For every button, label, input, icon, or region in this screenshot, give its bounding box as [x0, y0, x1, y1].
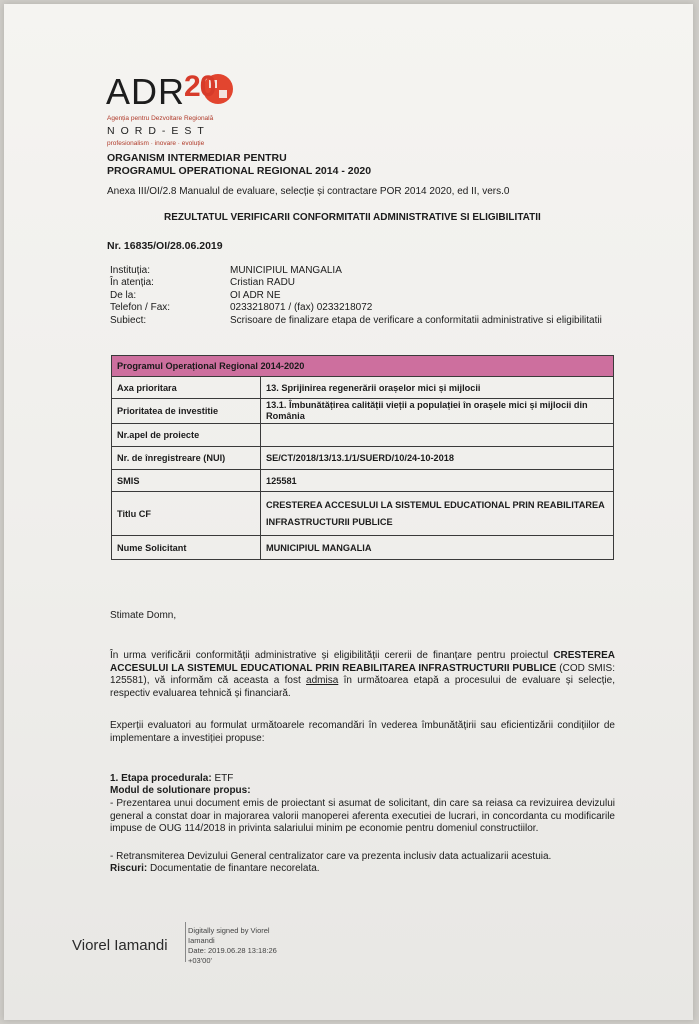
riscuri-line — [110, 863, 320, 876]
atentia-label: În atenția: — [110, 277, 154, 288]
table-row — [112, 377, 614, 399]
table-cell-label: Nr.apel de proiecte — [112, 424, 261, 447]
signature-divider — [185, 922, 186, 962]
logo-region: NORD-EST — [107, 125, 210, 137]
table-cell-value: 13. Sprijinirea regenerării orașelor mici și mijlocii — [261, 377, 614, 399]
document-title: REZULTATUL VERIFICARII CONFORMITATII ADMINISTRATIVE SI ELIGIBILITATII — [164, 212, 541, 223]
table-row — [112, 536, 614, 560]
table-cell-label: Axa prioritara — [112, 377, 261, 399]
table-cell-label: SMIS — [112, 470, 261, 492]
table-header-row — [112, 356, 614, 377]
paragraph-1 — [110, 650, 615, 700]
document-number: Nr. 16835/OI/28.06.2019 — [107, 240, 223, 252]
table-row — [112, 399, 614, 424]
digital-signature-info — [188, 926, 277, 966]
etapa-value: ETF — [211, 773, 234, 784]
signer-name: Viorel Iamandi — [72, 937, 168, 954]
table-row — [112, 424, 614, 447]
project-title: CRESTEREA ACCESULUI LA SISTEMUL EDUCATIONAL PRIN REABILITAREA INFRASTRUCTURII PUBLICE — [110, 650, 615, 674]
signature-line-1: Digitally signed by Viorel — [188, 926, 270, 935]
signature-line-2: Iamandi — [188, 936, 215, 945]
table-cell-value — [261, 424, 614, 447]
adr-logo — [106, 71, 186, 112]
etapa-line — [110, 773, 233, 786]
logo-year: 20 — [184, 70, 216, 103]
logo-word: ADR — [106, 71, 186, 112]
document-page — [4, 4, 693, 1020]
etapa-label: 1. Etapa procedurala: — [110, 773, 212, 784]
modul-label: Modul de solutionare propus: — [110, 785, 251, 796]
recommendation-2: - Retransmiterea Devizului General centralizator care va prezenta inclusiv data actualizarii acestuia. — [110, 851, 552, 862]
signature-timezone: +03'00' — [188, 956, 212, 965]
institutia-value: MUNICIPIUL MANGALIA — [230, 265, 342, 276]
subiect-label: Subiect: — [110, 315, 147, 326]
table-cell-label: Nr. de înregistreare (NUI) — [112, 447, 261, 470]
telefon-label: Telefon / Fax: — [110, 302, 171, 313]
institutia-label: Instituția: — [110, 265, 151, 276]
riscuri-label: Riscuri: — [110, 863, 148, 874]
dela-value: OI ADR NE — [230, 290, 281, 301]
table-row — [112, 447, 614, 470]
paragraph-1-end: în următoarea etapă a procesului de evaluare și selecție, respectiv evaluarea tehnică și financiară. — [110, 675, 615, 699]
table-cell-value: 125581 — [261, 470, 614, 492]
table-cell-label: Titlu CF — [112, 492, 261, 536]
table-cell-value: SE/CT/2018/13/13.1/1/SUERD/10/24-10-2018 — [261, 447, 614, 470]
table-header: Programul Operațional Regional 2014-2020 — [112, 356, 614, 377]
subiect-value: Scrisoare de finalizare etapa de verificare a conformitatii administrative si eligibilitatii — [230, 315, 602, 326]
table-cell-label: Prioritatea de investitie — [112, 399, 261, 424]
paragraph-1-intro: În urma verificării conformității administrative și eligibilității cererii de finanțare pentru proiectul — [110, 650, 554, 661]
table-cell-value: CRESTEREA ACCESULUI LA SISTEMUL EDUCATIONAL PRIN REABILITAREA INFRASTRUCTURII PUBLICE — [261, 492, 614, 536]
anexa-reference: Anexa III/OI/2.8 Manualul de evaluare, selecție și contractare POR 2014 2020, ed II, vers.0 — [107, 186, 510, 197]
org-line-2: PROGRAMUL OPERATIONAL REGIONAL 2014 - 2020 — [107, 165, 372, 177]
dela-label: De la: — [110, 290, 137, 301]
atentia-value: Cristian RADU — [230, 277, 296, 288]
paragraph-1-mid: (COD SMIS: 125581), vă informăm că aceasta a fost — [110, 662, 615, 686]
salutation: Stimate Domn, — [110, 610, 177, 621]
project-info-table — [111, 355, 614, 560]
table-cell-value: 13.1. Îmbunătățirea calității vieții a populației în orașele mici și mijlocii din România — [261, 399, 614, 424]
signature-date: Date: 2019.06.28 13:18:26 — [188, 946, 277, 955]
table-cell-value: MUNICIPIUL MANGALIA — [261, 536, 614, 560]
logo-slogan: profesionalism · inovare · evoluție — [107, 140, 205, 147]
admisa-text: admisa — [306, 675, 339, 686]
riscuri-value: Documentatie de finantare necorelata. — [147, 863, 320, 874]
recommendation-1: - Prezentarea unui document emis de proiectant si asumat de solicitant, din care sa reiasa ca revizuirea devizului general a constat doar in majorarea valorii manoperei aferenta executiei de lucrari, in concordanta cu modificarile impuse de OUG 114/2018 in privinta salariului minim pe economie pentru domeniul constructiilor. — [110, 798, 615, 834]
telefon-value: 0233218071 / (fax) 0233218072 — [230, 302, 373, 313]
table-cell-label: Nume Solicitant — [112, 536, 261, 560]
logo-subtitle: Agenția pentru Dezvoltare Regională — [107, 115, 214, 122]
paragraph-2: Experții evaluatori au formulat următoarele recomandări în vederea îmbunătățirii sau eficientizării condițiilor de implementare a investiției propuse: — [110, 720, 615, 744]
table-row — [112, 470, 614, 492]
table-row — [112, 492, 614, 536]
org-line-1: ORGANISM INTERMEDIAR PENTRU — [107, 152, 287, 164]
